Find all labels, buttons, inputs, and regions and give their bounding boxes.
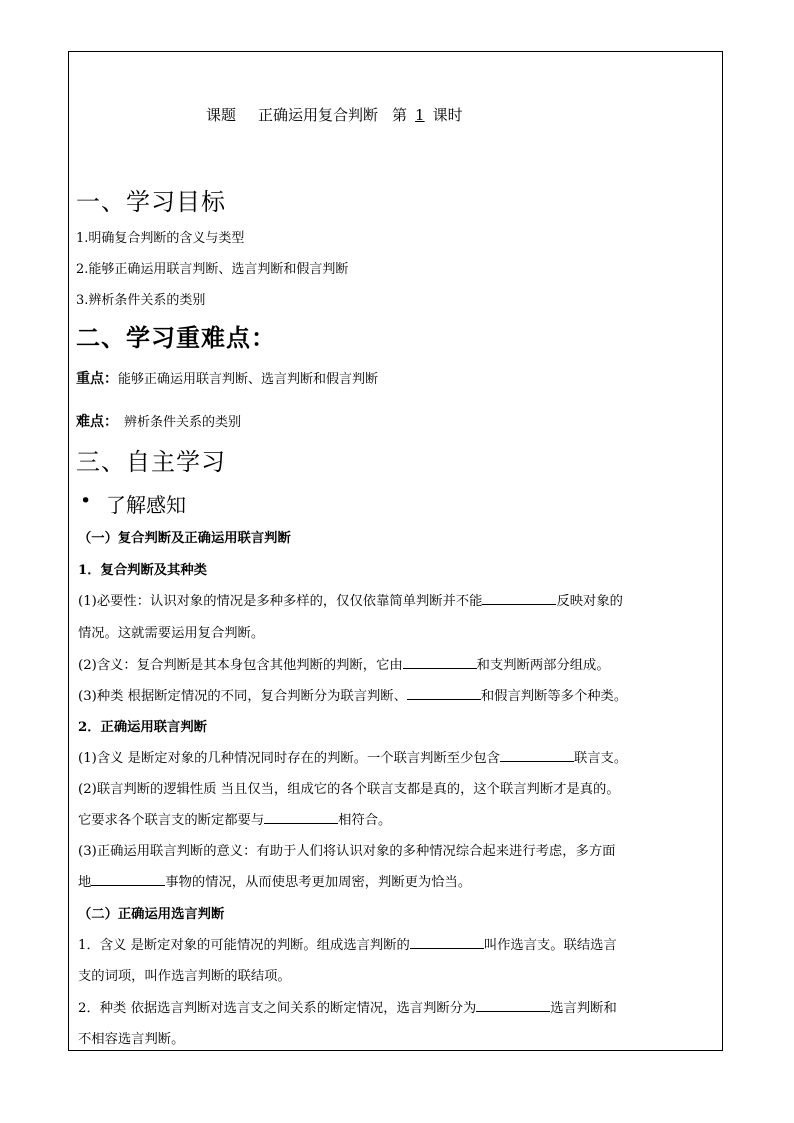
section-heading-keypoints: 二、学习重难点：: [76, 324, 276, 352]
text-line: [78, 809, 391, 828]
text-line: [78, 934, 617, 953]
text-span: 事物的情况，从而使思考更加周密，判断更为恰当。: [165, 875, 472, 890]
text-span: 反映对象的: [556, 594, 623, 609]
key-point: [76, 368, 378, 388]
part-heading: （二）正确运用选言判断: [78, 907, 225, 922]
text-line: (2)联言判断的逻辑性质 当且仅当，组成它的各个联言支都是真的，这个联言判断才是真的。: [78, 782, 620, 797]
fill-blank[interactable]: [264, 811, 338, 824]
text-span: (1)必要性：认识对象的情况是多种多样的，仅仅依靠简单判断并不能: [78, 594, 483, 609]
text-line: [78, 590, 623, 609]
item-heading: 2．正确运用联言判断: [78, 720, 207, 735]
text-line: [78, 685, 627, 704]
fill-blank[interactable]: [500, 749, 574, 762]
key-text: 能够正确运用联言判断、选言判断和假言判断: [118, 372, 379, 387]
part-heading: （一）复合判断及正确运用联言判断: [78, 531, 291, 546]
text-line: 不相容选言判断。: [78, 1032, 185, 1047]
text-span: (2)含义：复合判断是其本身包含其他判断的判断，它由: [78, 658, 403, 673]
fill-blank[interactable]: [476, 999, 550, 1012]
section-heading-self-study: 三、自主学习: [76, 448, 226, 476]
text-line: (3)正确运用联言判断的意义：有助于人们将认识对象的多种情况综合起来进行考虑，多方面: [78, 844, 616, 859]
difficult-label: 难点：: [76, 414, 118, 430]
text-span: 选言判断和: [550, 1001, 617, 1016]
fill-blank[interactable]: [91, 873, 165, 886]
text-span: 相符合。: [338, 813, 392, 828]
fill-blank[interactable]: [407, 687, 481, 700]
bullet-icon: •: [80, 490, 92, 512]
text-span: 它要求各个联言支的断定都要与: [78, 813, 265, 828]
fill-blank[interactable]: [410, 936, 484, 949]
section-heading-goals: 一、学习目标: [76, 188, 226, 216]
lesson-pre: 第: [392, 106, 408, 124]
text-span: 1．含义 是断定对象的可能情况的判断。组成选言判断的: [78, 938, 410, 953]
text-line: [78, 997, 617, 1016]
text-line: [78, 654, 610, 673]
text-span: 地: [78, 875, 92, 890]
text-line: [78, 871, 471, 890]
goal-item: 2.能够正确运用联言判断、选言判断和假言判断: [76, 262, 349, 277]
goal-item: 3.辨析条件关系的类别: [76, 293, 206, 308]
lesson-title: [206, 104, 463, 125]
title-topic: 正确运用复合判断: [258, 106, 379, 124]
fill-blank[interactable]: [482, 592, 556, 605]
title-prefix: 课题: [206, 106, 237, 124]
text-span: 叫作选言支。联结选言: [483, 938, 617, 953]
text-line: [78, 747, 627, 766]
text-span: 和支判断两部分组成。: [476, 658, 610, 673]
key-label: 重点：: [76, 371, 118, 387]
text-span: 联言支。: [573, 751, 628, 766]
text-span: (1)含义 是断定对象的几种情况同时存在的判断。一个联言判断至少包含: [78, 751, 500, 766]
difficult-text: 辨析条件关系的类别: [124, 415, 242, 430]
fill-blank[interactable]: [403, 656, 477, 669]
text-line: 情况。这就需要运用复合判断。: [78, 626, 265, 641]
lesson-number: 1: [415, 106, 425, 124]
goal-item: 1.明确复合判断的含义与类型: [76, 231, 245, 246]
item-heading: 1．复合判断及其种类: [78, 563, 207, 578]
text-span: 和假言判断等多个种类。: [480, 689, 628, 704]
subsection-heading: 了解感知: [106, 493, 186, 517]
lesson-post: 课时: [432, 106, 463, 124]
text-line: 支的词项，叫作选言判断的联结项。: [78, 969, 291, 984]
text-span: (3)种类 根据断定情况的不同，复合判断分为联言判断、: [78, 689, 407, 704]
difficult-point: [76, 411, 241, 431]
text-span: 2．种类 依据选言判断对选言支之间关系的断定情况，选言判断分为: [78, 1001, 477, 1016]
